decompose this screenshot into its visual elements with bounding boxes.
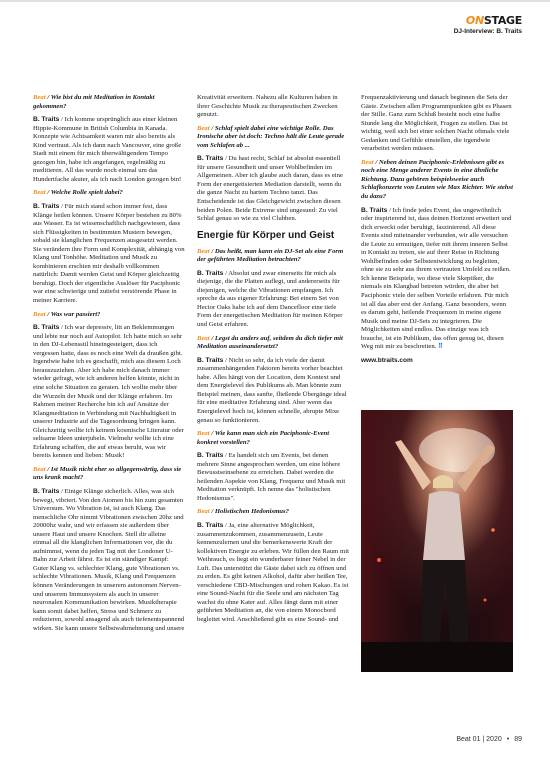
interview-answer bbox=[197, 452, 349, 503]
answer-speaker: B. Traits bbox=[197, 269, 224, 277]
section-kicker: DJ-Interview: B. Traits bbox=[453, 28, 522, 35]
speaker-separator: / bbox=[223, 269, 229, 277]
paragraph: Frequenzaktivierung und danach beginnen die Sets der Gäste. Zwischen allen Programmpunkten gibt es Phasen der Stille. Ganz zum Schluß besteht noch eine halbe Stunde lang die Möglichkeit, Fragen zu stellen. Das ist wichtig, weil sich bei einer solchen Nacht oftmals viele Gedanken und Gefühle einstellen, die irgendwie verarbeitet werden müssen. bbox=[361, 94, 512, 153]
interview-question bbox=[197, 125, 349, 151]
article-column-1 bbox=[33, 94, 185, 638]
question-speaker: Beat bbox=[197, 430, 210, 438]
answer-text: Ich komme ursprünglich aus einer kleinen Hippie-Kommune in British Columbia in Kanada. Konzepte wie Achtsamkeit waren mir also bereits als Kind vertraut. Als ich dann nach Vancouver, eine große Stadt mit einem für mich überwältigendem Tempo gezogen bin, habe ich angefangen, regelmäßig zu meditieren. All das wurde noch einmal um das Hundertfache akuter, als ich nach London gezogen bin! bbox=[33, 116, 182, 183]
question-text: Das heißt, man kann ein DJ-Set als eine Form der geführten Meditation betrachten? bbox=[197, 247, 344, 264]
question-text: Neben deinen Paciphonic-Erlebnissen gibt es noch eine Menge anderer Events in eine ähnliche Richtung. Dazu gehören beispielsweise auch Schlafkonzerte von Leuten wie Max Richter. Wie stehst du dazu? bbox=[361, 158, 513, 201]
interview-question bbox=[361, 159, 513, 202]
interview-answer bbox=[197, 155, 349, 223]
speaker-separator: / bbox=[223, 155, 229, 163]
interview-question bbox=[33, 94, 185, 111]
answer-text: Einige Klänge sicherlich. Alles, was sich bewegt, vibriert. Von den Atomen bis hin zum gesamten Universum. Wo Vibration ist, ist auch Klang. Das menschliche Ohr nimmt Vibrationen zwischen 20hz und 20000hz wahr, und wir erfassen sie außerdem über unsere Haut und unsere Knochen. Stell dir alleine einmal all die klanglichen Informationen vor, die du aufnimmst, wenn du jeden Tag mit der Londoner U-Bahn zur Arbeit fährst. Es ist ein ständiger Kampf: Guter Klang vs. schlechter Klang, gute Vibrationen vs. schlechte Vibrationen. Musik, Klang und Frequenzen können Veränderungen in unserem autonomen Nerven- und unserem Immunsystem als auch in unserer neuronalen Kommunikation bewirken. Musiktherapie kann somit dabei helfen, Stress und Schmerz zu reduzieren, sowohl ansagend als auch tiefenentspannend wirken. Sie kann unsere Selbstwahrnehmung und unsere bbox=[33, 487, 185, 632]
speaker-separator: / bbox=[209, 124, 215, 132]
speaker-separator: / bbox=[223, 521, 229, 529]
interview-answer bbox=[361, 207, 513, 352]
page-footer bbox=[456, 736, 522, 743]
paragraph: Kreativität erweitern. Nahezu alle Kulturen haben in ihrer Geschichte Musik zu therapeutischen Zwecken genutzt. bbox=[197, 94, 338, 119]
question-text: Wie kann man sich ein Paciphonic-Event konkret vorstellen? bbox=[197, 430, 330, 446]
interview-question bbox=[197, 248, 349, 265]
speaker-separator: / bbox=[45, 189, 51, 197]
question-text: Was war passiert? bbox=[50, 310, 101, 318]
speaker-separator: / bbox=[45, 465, 51, 473]
interview-question bbox=[197, 335, 349, 352]
logo-stage: STAGE bbox=[483, 14, 522, 27]
question-speaker: Beat bbox=[33, 94, 46, 101]
speaker-separator: / bbox=[209, 334, 215, 342]
question-speaker: Beat bbox=[197, 508, 210, 516]
speaker-separator: / bbox=[223, 356, 229, 364]
speaker-separator: / bbox=[373, 158, 379, 166]
answer-speaker: B. Traits bbox=[33, 487, 60, 495]
speaker-separator: / bbox=[209, 430, 215, 438]
answer-text: Absolut und zwar einerseits für mich als diejenige, die die Platten auflegt, und andererseits für diejenigen, welche die Vibrationen empfangen. Ich spreche da aus eigener Erfahrung: Bei einem Set von Hector Oaks habe ich auf dem Dancefloor eine tiefe Form der energetischen Meditation für meinen Körper und Geist erfahren. bbox=[197, 269, 343, 329]
article-column-2 bbox=[197, 94, 349, 630]
speaker-separator: / bbox=[45, 94, 51, 101]
interview-question bbox=[197, 430, 349, 447]
answer-speaker: B. Traits bbox=[197, 356, 224, 364]
section-header bbox=[454, 14, 522, 35]
answer-speaker: B. Traits bbox=[197, 521, 224, 529]
interview-question bbox=[33, 466, 185, 483]
speaker-separator: / bbox=[59, 116, 65, 124]
question-text: Ist Musik nicht eher so allgegenwärtig, dass sie uns krank macht? bbox=[33, 465, 182, 482]
speaker-separator: / bbox=[59, 324, 65, 332]
answer-speaker: B. Traits bbox=[33, 203, 60, 211]
interview-answer bbox=[197, 357, 349, 425]
speaker-separator: / bbox=[59, 203, 65, 211]
speaker-separator: / bbox=[59, 487, 65, 495]
photo-illustration bbox=[361, 410, 513, 672]
interview-answer bbox=[33, 203, 185, 306]
question-speaker: Beat bbox=[33, 310, 46, 318]
answer-text: Ich finde jedes Event, das ungewöhnlich oder inspirierend ist, dass deinen Horizont erweitert und dich erweckt oder beruhigt, faszinierend. All diese Events sind miteinander verbunden, wir alle versuchen die Leute zu ermutigen, tiefer mit ihrem inneren Selbst in Kontakt zu treten, sie auf ihrer Reise in Richtung Wohlbefinden oder Selbstentwicklung zu begleiten, ohne sie zu sehr aus ihrem vertrauten Umfeld zu reißen. Ich kenne Beispiele, wo diese viele Skeptiker, die niemals ein Klangbad betreten würden, die aber bei Paciphonic viele der selben Vorteile erfahren. Für mich ist all das aber erst der Anfang. Ganz besonders, wenn es darum geht, heilende Frequenzen in meine eigene Musik und meine DJ-Sets zu integrieren. Die Möglichkeiten sind endlos. Das einzige was ich brauche, ist ein Publikum, das offen genug ist, diesen Weg mit mir zu beschreiten. bbox=[361, 206, 512, 351]
question-speaker: Beat bbox=[33, 465, 46, 473]
article-column-3 bbox=[361, 94, 513, 365]
logo-on: ON bbox=[465, 14, 484, 27]
footer-separator: • bbox=[506, 736, 510, 743]
answer-text: Ich war depressiv, litt an Beklemmungen und lebte nur noch auf Autopilot. Ich hatte mich so sehr in den DJ-Lebensstil hineingesteigert, dass ich vergessen hatte, dass es noch eine Welt da draußen gibt. Irgendwie habe ich es geschafft, mich aus diesem Loch herauszuziehen. Aber ich habe mich danach immer wieder gefragt, wie ich anderen helfen könnte, nicht in eine solche Situation zu geraten. Ich wollte mehr über die Wurzeln der Musik und der Klänge erfahren. Im Rahmen meiner Recherche bin ich auf Ansätze der Klangmeditation in Verbindung mit Nachhaltigkeit in unserer Industrie auf die Tagesordnung bringen kann. Gleichzeitig wollte ich keinem kosmische Literatur oder seltsame Ideen unterjubeln. Vielmehr wollte ich eine Erfahrung schaffen, die auf etwas beruht, was wir bereits kennen und lieben: Musik! bbox=[33, 324, 184, 460]
answer-speaker: B. Traits bbox=[361, 206, 388, 214]
answer-text: Für mich stand schon immer fest, dass Klänge heilen können. Unsere Körper bestehen zu 80% aus Wasser. Es ist wissenschaftlich nachgewiesen, dass sich Flüssigkeiten in bestimmten Mustern bewegen, sobald sie klanglichen Frequenzen ausgesetzt werden. Sie verändern ihre Form und Komplexität, abhängig von Klang und Tonhöhe. Meditation und Musik zu kombinieren erschien mir deshalb vollkommen natürlich: Damit werden Geist und Körper gleichzeitig beruhigt. Doch der eigentliche Auslöser für Paciphonic war eine schwierige und zutiefst verstörende Phase in meiner Karriere. bbox=[33, 203, 185, 305]
speaker-separator: / bbox=[209, 247, 215, 255]
question-speaker: Beat bbox=[197, 124, 210, 132]
question-text: Welche Rolle spielt dabei? bbox=[50, 189, 123, 197]
page-number: 89 bbox=[514, 736, 522, 743]
question-speaker: Beat bbox=[361, 158, 374, 166]
onstage-logo bbox=[454, 14, 522, 27]
interview-question bbox=[33, 311, 185, 320]
answer-text: Nicht so sehr, da ich viele der damit zusammenhängenden Faktoren bereits vorher beachtet habe. Alles hängt von der Location, dem Kontext und dem Energielevel des Publikums ab. Man könnte zum Beispiel meinen, dass sanfte, fließende Übergänge ideal für eine meditative Erfahrung sind. Aber wenn das Energielevel hoch ist, können schnelle, abrupte Mixe genau so funktionieren. bbox=[197, 356, 347, 424]
top-rule bbox=[0, 0, 550, 2]
question-speaker: Beat bbox=[197, 334, 210, 342]
interview-answer bbox=[33, 324, 185, 461]
speaker-separator: / bbox=[209, 508, 215, 516]
question-text: Holistischen Hedonismus? bbox=[214, 508, 289, 516]
website-link[interactable]: www.btraits.com bbox=[361, 356, 413, 364]
speaker-separator: / bbox=[387, 206, 393, 214]
answer-speaker: B. Traits bbox=[197, 452, 224, 460]
answer-speaker: B. Traits bbox=[33, 324, 60, 332]
question-speaker: Beat bbox=[33, 189, 46, 197]
issue-label: Beat 01 | 2020 bbox=[456, 736, 502, 743]
interview-question bbox=[33, 189, 185, 198]
answer-text: Ja, eine alternative Möglichkeit, zusammenzukommen, zusammenzusein, Leute kennenzulernen und die bemerkenswerte Kraft der kollektiven Energie zu erleben. Wir füllen den Raum mit Weihrauch, es liegt ein wunderbarer feiner Nebel in der Luft. Das unterstützt die Gäste dabei sich zu öffnen und zu erden. Es gibt keinen Alkohol, dafür aber heißen Tee, verschiedene CBD-Mischungen und rohen Kakao. Es ist eine Sound-Nacht für die Seele und am nächsten Tag wachst du ohne Kater auf. Alles fängt dann mit einer geführten Meditation an, die von einem Monochord begleitet wird. Anschließend gibt es eine Sound- und bbox=[197, 521, 349, 623]
interview-answer bbox=[33, 116, 185, 184]
photo-dj-arms-raised bbox=[361, 410, 513, 672]
article-end-icon: ⠿ bbox=[438, 343, 443, 351]
interview-question bbox=[197, 508, 349, 517]
answer-speaker: B. Traits bbox=[197, 155, 224, 163]
interview-answer bbox=[33, 488, 185, 633]
question-text: Schlaf spielt dabei eine wichtige Rolle. Das Ironische aber ist doch: Techno hält die Leute gerade vom Schlafen ab ... bbox=[197, 124, 345, 149]
speaker-separator: / bbox=[223, 452, 229, 460]
answer-speaker: B. Traits bbox=[33, 116, 60, 124]
speaker-separator: / bbox=[45, 310, 51, 318]
question-speaker: Beat bbox=[197, 247, 210, 255]
question-text: Wie bist du mit Meditation in Kontakt gekommen? bbox=[33, 94, 155, 110]
answer-text: Es handelt sich um Events, bei denen mehrere Sinne angesprochen werden, um eine höhere Bewusstseinsebene zu erreichen. Dabei werden die heilenden Aspekte von Klang, Frequenz und Musik mit Meditation verknüpft. Ich nenne das "holistischen Hedonismus". bbox=[197, 452, 346, 502]
interview-answer bbox=[197, 522, 349, 625]
interview-answer bbox=[197, 270, 349, 330]
subheading: Energie für Körper und Geist bbox=[197, 229, 335, 241]
answer-text: Du hast recht, Schlaf ist absolut essentiell für unsere Gesundheit und unser Wohlbefinden im Allgemeinen. Aber ich glaube auch daran, dass es eine Form der energetisierten Mediation darstellt, wenn du die ganze Nacht zu hartem Techno tanzt. Das Entscheidende ist das Gleichgewicht zwischen diesen beiden Polen. Beide Extreme sind ungesund: Zu viel Schlaf genau so wie zu viel Clubben. bbox=[197, 155, 343, 223]
question-text: Legst du anders auf, seitdem du dich tiefer mit Meditation auseinandersetzt? bbox=[197, 334, 343, 351]
